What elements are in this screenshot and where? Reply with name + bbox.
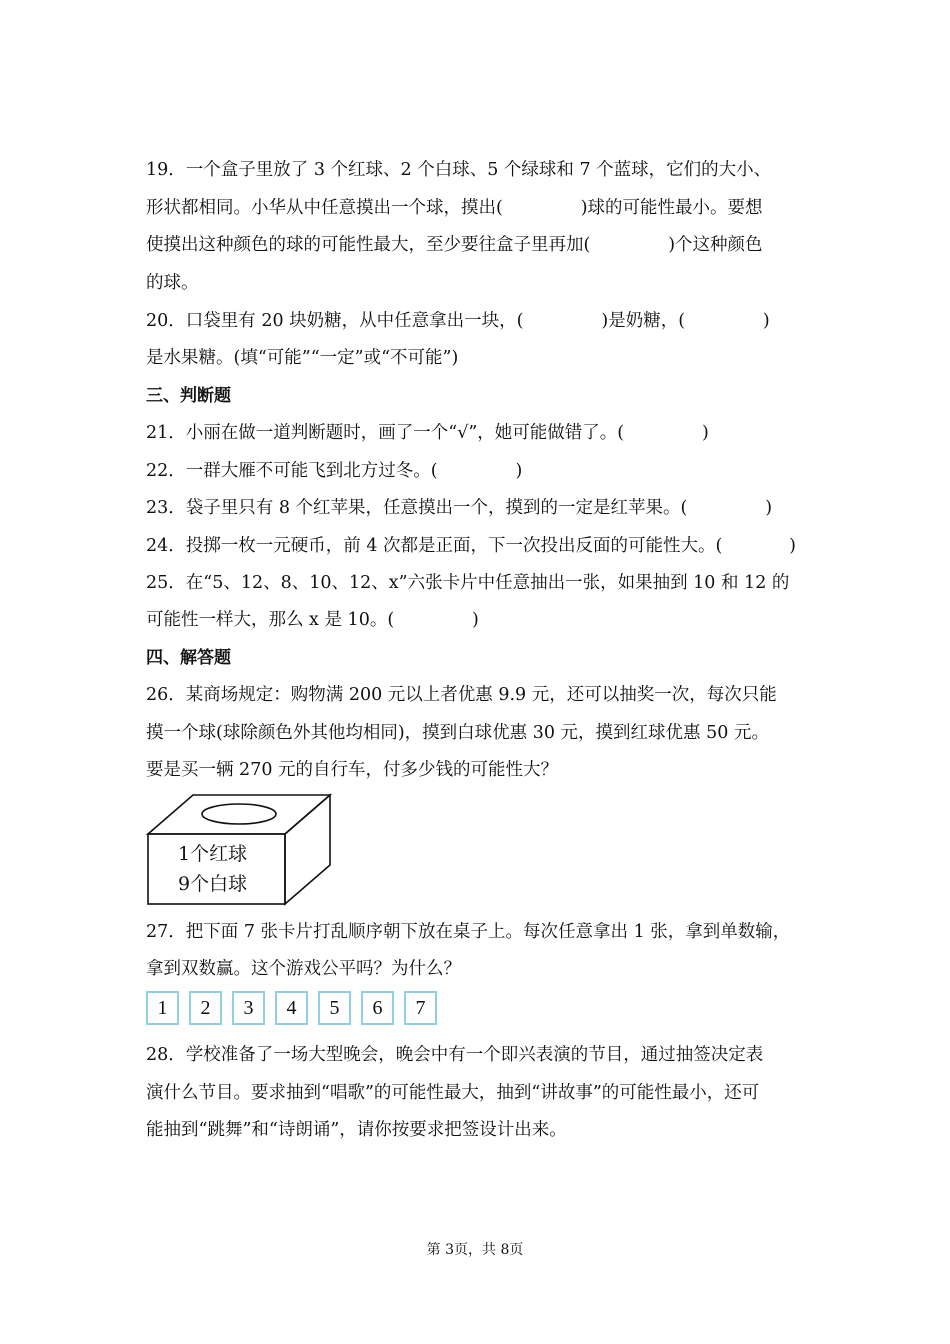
q25-line-1: 25．在“5、12、8、10、12、x”六张卡片中任意抽出一张，如果抽到 10 和 12 的 [146,573,790,593]
number-card: 7 [404,991,437,1025]
number-card: 4 [275,991,308,1025]
section-heading-judgement: 三、判断题 [146,386,231,406]
q20-line-2: 是水果糖。(填“可能”“一定”或“不可能”) [146,348,459,368]
box-label-red: 1个红球 [178,843,248,865]
q24-text: 24．投掷一枚一元硬币，前 4 次都是正面，下一次投出反面的可能性大。( ) [146,536,796,556]
number-card: 1 [146,991,179,1025]
page-number-footer: 第 3页，共 8页 [426,1242,524,1258]
box-top-face [148,795,330,834]
number-card: 3 [232,991,265,1025]
q23-text: 23．袋子里只有 8 个红苹果，任意摸出一个，摸到的一定是红苹果。( ) [146,498,773,518]
q28-line-3: 能抽到“跳舞”和“诗朗诵”，请你按要求把签设计出来。 [146,1120,567,1140]
section-heading-answer: 四、解答题 [146,648,231,668]
q25-line-2: 可能性一样大，那么 x 是 10。( ) [146,610,479,630]
box-opening [202,804,276,824]
q19-line-1: 19．一个盒子里放了 3 个红球、2 个白球、5 个绿球和 7 个蓝球，它们的大小、 [146,160,772,180]
q26-line-2: 摸一个球(球除颜色外其他均相同)，摸到白球优惠 30 元，摸到红球优惠 50 元。 [146,723,769,743]
q26-line-3: 要是买一辆 270 元的自行车，付多少钱的可能性大？ [146,760,559,780]
number-card: 2 [189,991,222,1025]
q28-line-2: 演什么节目。要求抽到“唱歌”的可能性最大，抽到“讲故事”的可能性最小，还可 [146,1083,760,1103]
number-card: 6 [361,991,394,1025]
q19-line-2: 形状都相同。小华从中任意摸出一个球，摸出( )球的可能性最小。要想 [146,198,763,218]
q21-text: 21．小丽在做一道判断题时，画了一个“√”，她可能做错了。( ) [146,423,709,443]
box-label-white: 9个白球 [178,873,248,895]
q27-line-2: 拿到双数赢。这个游戏公平吗？为什么？ [146,959,461,979]
q28-line-1: 28．学校准备了一场大型晚会，晚会中有一个即兴表演的节目，通过抽签决定表 [146,1045,764,1065]
q26-line-1: 26．某商场规定：购物满 200 元以上者优惠 9.9 元，还可以抽奖一次，每次只能 [146,685,777,705]
number-card: 5 [318,991,351,1025]
q20-line-1: 20．口袋里有 20 块奶糖，从中任意拿出一块，( )是奶糖，( ) [146,311,770,331]
q27-line-1: 27．把下面 7 张卡片打乱顺序朝下放在桌子上。每次任意拿出 1 张，拿到单数输， [146,922,791,942]
q19-line-4: 的球。 [146,273,199,293]
q22-text: 22．一群大雁不可能飞到北方过冬。( ) [146,461,523,481]
box-side-face [285,795,330,904]
q19-line-3: 使摸出这种颜色的球的可能性最大，至少要往盒子里再加( )个这种颜色 [146,235,763,255]
